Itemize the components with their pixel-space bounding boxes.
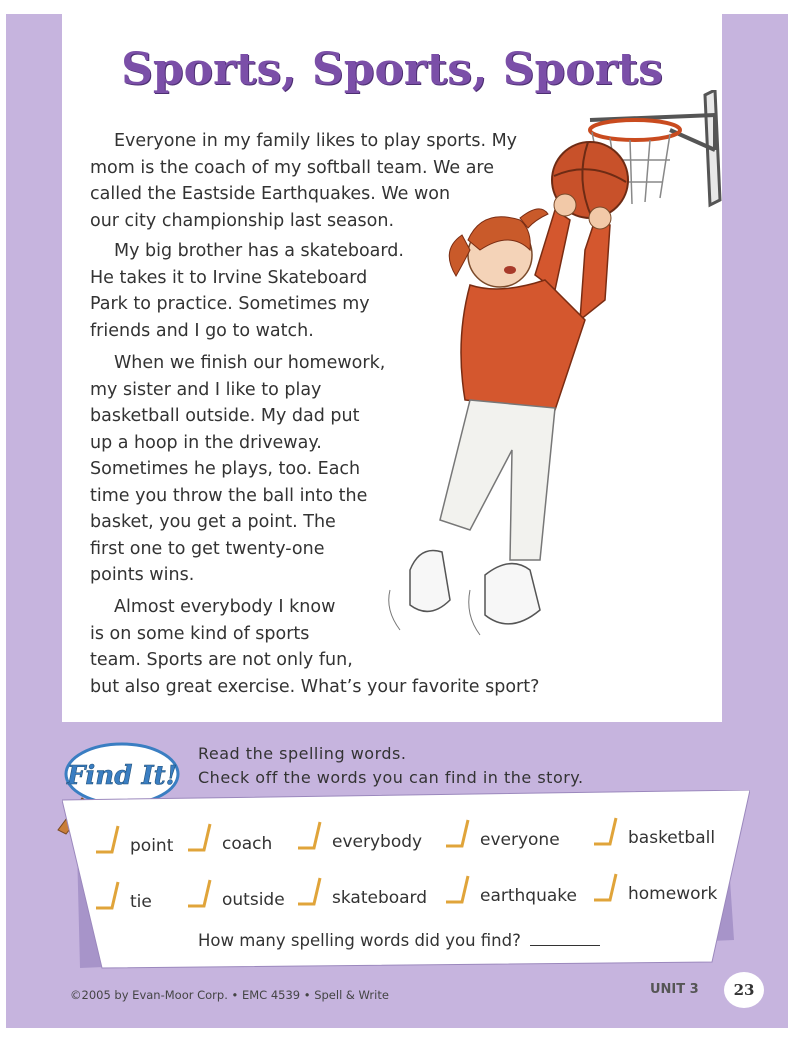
word-label: earthquake <box>480 886 577 906</box>
story-line: my sister and I like to play <box>90 379 322 400</box>
word-label: coach <box>222 834 273 854</box>
word-label: point <box>130 836 174 856</box>
word-label: homework <box>628 884 718 904</box>
story-line: first one to get twenty-one <box>90 538 325 559</box>
story-line: Everyone in my family likes to play sports. My <box>114 131 518 151</box>
word-checkbox-skateboard[interactable] <box>296 874 427 908</box>
word-label: tie <box>130 892 152 912</box>
word-count-question <box>198 930 600 950</box>
unit-label: UNIT 3 <box>650 982 699 997</box>
story-line: up a hoop in the driveway. <box>90 432 322 453</box>
story-line: My big brother has a skateboard. <box>114 241 404 261</box>
story-line: basketball outside. My dad put <box>90 406 360 426</box>
story-line: Park to practice. Sometimes my <box>90 294 370 314</box>
checkmark-icon <box>592 814 620 848</box>
instruction-line: Read the spelling words. <box>198 744 407 763</box>
word-label: skateboard <box>332 888 428 908</box>
find-it-instructions <box>198 742 584 790</box>
story-line: Almost everybody I know <box>114 597 336 617</box>
word-checkbox-basketball[interactable] <box>592 814 715 848</box>
story-line: friends and I go to watch. <box>90 320 314 341</box>
story-line: time you throw the ball into the <box>90 485 368 506</box>
story-line: our city championship last season. <box>90 210 395 231</box>
word-checkbox-everybody[interactable] <box>296 818 422 852</box>
story-line: but also great exercise. What’s your favorite sport? <box>90 676 540 697</box>
word-checkbox-coach[interactable] <box>186 820 272 854</box>
checkmark-icon <box>94 878 122 912</box>
checkmark-icon <box>296 874 324 908</box>
story-line: is on some kind of sports <box>90 623 310 644</box>
answer-blank[interactable] <box>530 930 600 946</box>
story-line: mom is the coach of my softball team. We are <box>90 157 495 178</box>
word-label: everybody <box>332 832 423 852</box>
checkmark-icon <box>186 820 214 854</box>
word-checkbox-point[interactable] <box>94 822 173 856</box>
checkmark-icon <box>186 876 214 910</box>
word-label: outside <box>222 890 285 910</box>
story-paragraph-3 <box>90 350 385 589</box>
story-line: He takes it to Irvine Skateboard <box>90 267 368 288</box>
story-line: called the Eastside Earthquakes. We won <box>90 184 451 204</box>
copyright-text: ©2005 by Evan-Moor Corp. • EMC 4539 • Spell & Write <box>70 988 389 1002</box>
story-line: When we finish our homework, <box>114 353 386 373</box>
word-checkbox-everyone[interactable] <box>444 816 560 850</box>
word-checkbox-outside[interactable] <box>186 876 285 910</box>
find-it-label: Find It! <box>66 761 178 791</box>
checkmark-icon <box>296 818 324 852</box>
story-line: Sometimes he plays, too. Each <box>90 459 361 479</box>
question-text: How many spelling words did you find? <box>198 931 521 950</box>
word-checkbox-homework[interactable] <box>592 870 717 904</box>
word-label: everyone <box>480 830 560 850</box>
word-checkbox-tie[interactable] <box>94 878 152 912</box>
page-title: Sports, Sports, Sports <box>121 44 663 95</box>
girl-basketball-illustration <box>370 90 730 650</box>
story-line: points wins. <box>90 565 195 585</box>
story-line: basket, you get a point. The <box>90 512 336 532</box>
word-checkbox-earthquake[interactable] <box>444 872 577 906</box>
checkmark-icon <box>444 816 472 850</box>
word-label: basketball <box>628 828 716 848</box>
page-number: 23 <box>724 972 764 1008</box>
instruction-line: Check off the words you can find in the story. <box>198 768 584 787</box>
checkmark-icon <box>444 872 472 906</box>
checkmark-icon <box>592 870 620 904</box>
checkmark-icon <box>94 822 122 856</box>
story-paragraph-2 <box>90 238 404 344</box>
story-line: team. Sports are not only fun, <box>90 650 353 670</box>
